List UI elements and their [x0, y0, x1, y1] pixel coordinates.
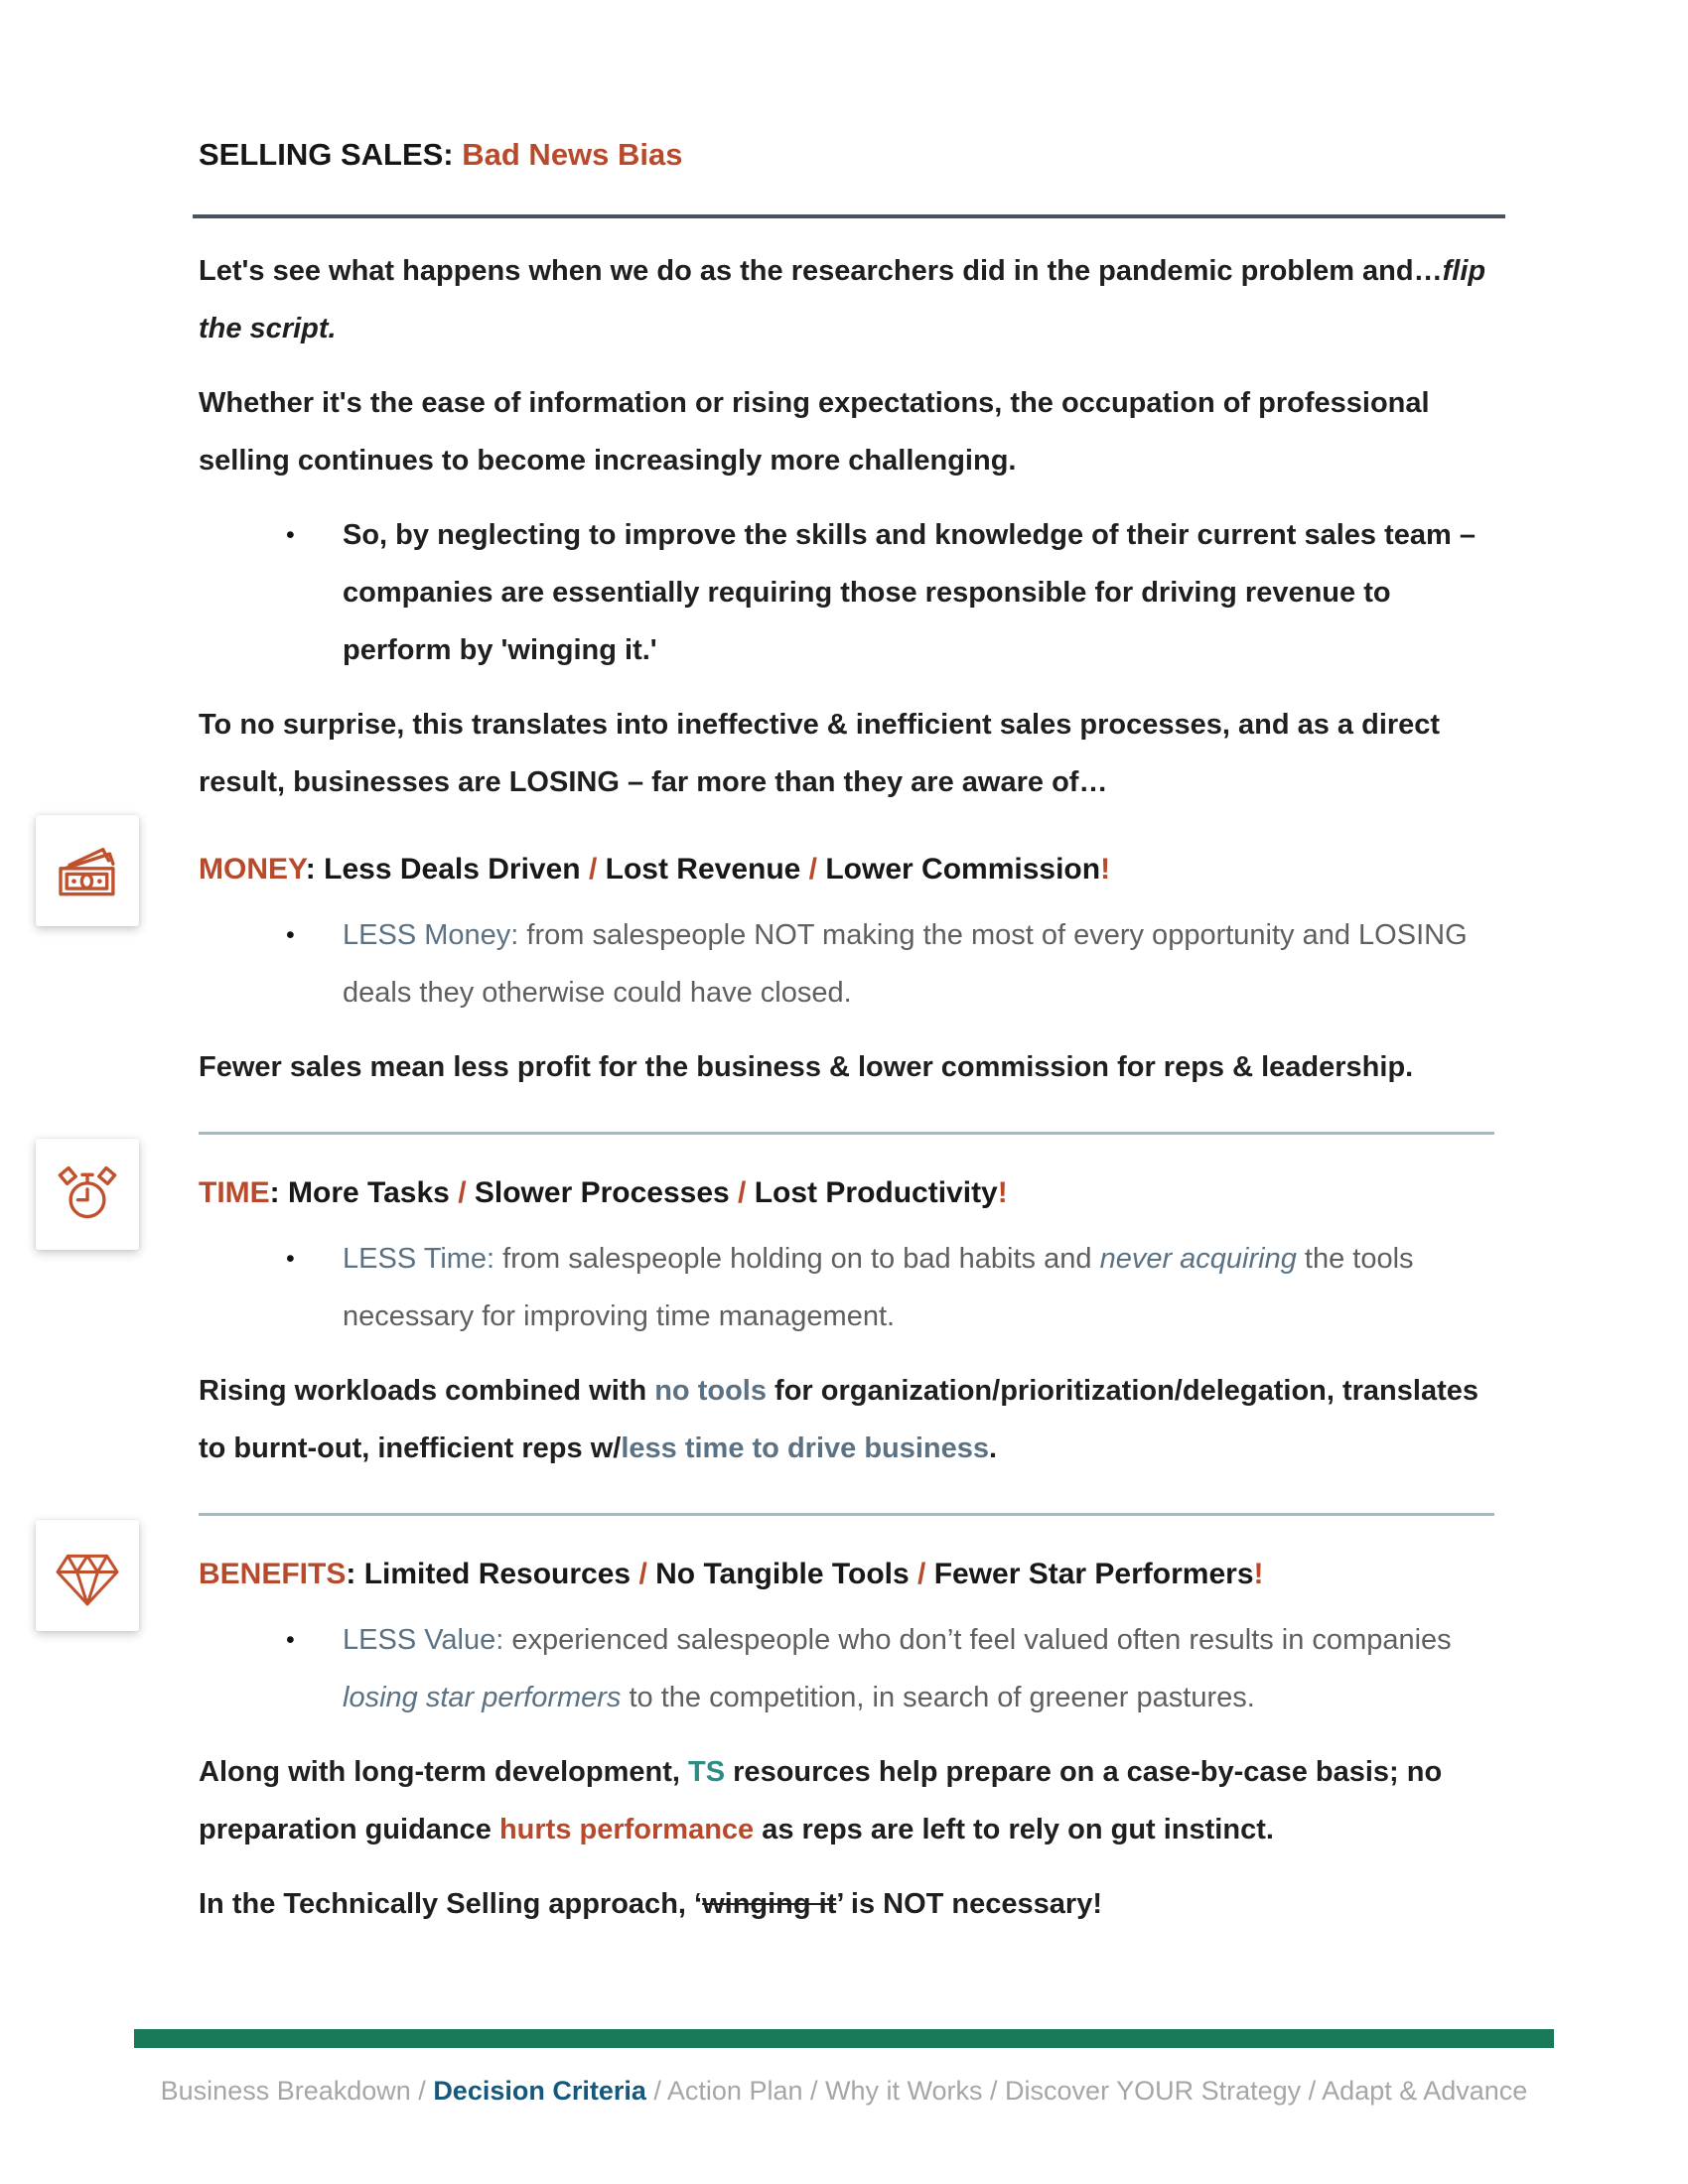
- footer-nav-item: Action Plan: [666, 2076, 803, 2106]
- intro-bullet: [199, 506, 1494, 679]
- closing-ts-brand: TS: [688, 1756, 726, 1788]
- slash-separator: /: [982, 2076, 1006, 2106]
- money-bullet: [199, 906, 1494, 1022]
- intro-bullet-text2: the skills and knowledge of their current sales team – companies are essentially requiring those responsible for driving revenue to perform by 'winging it.': [343, 519, 1476, 666]
- footer-accent-bar: [134, 2029, 1554, 2048]
- closing-paragraph-1: [199, 1743, 1494, 1858]
- time-icon-card: [36, 1139, 139, 1250]
- money-bullet-lead: LESS Money:: [343, 919, 519, 951]
- footer-nav-item: Why it Works: [825, 2076, 983, 2106]
- footer-nav-item: Adapt & Advance: [1322, 2076, 1528, 2106]
- time-heading: [199, 1164, 1494, 1222]
- time-summary-text2: for organization/prioritization/delegation, translates to burnt-out, inefficient reps w/: [199, 1375, 1478, 1464]
- closing-text5: as reps are left to rely on gut instinct.: [754, 1814, 1274, 1845]
- benefits-bullet-lead: LESS Value:: [343, 1624, 504, 1656]
- cash-icon: [52, 835, 123, 906]
- money-heading-item1: Less Deals Driven: [324, 853, 581, 886]
- title-divider: [193, 214, 1505, 218]
- benefits-bullet-text2: to the competition, in search of greener pastures.: [621, 1682, 1255, 1713]
- closing-bold2: no preparation: [199, 1756, 1443, 1845]
- money-heading-item2: Lost Revenue: [605, 853, 801, 886]
- money-heading-label: MONEY: [199, 853, 306, 886]
- time-summary-text: Rising workloads combined with: [199, 1375, 655, 1407]
- slash-separator: /: [802, 2076, 826, 2106]
- intro-bullet-bold: neglecting to improve: [437, 519, 737, 551]
- time-bullet: [199, 1230, 1494, 1345]
- slash-separator: /: [645, 2076, 667, 2106]
- money-icon-card: [36, 815, 139, 926]
- time-heading-colon: :: [269, 1176, 288, 1209]
- slash-separator: /: [580, 853, 606, 886]
- footer-nav-item: Discover YOUR Strategy: [1005, 2076, 1302, 2106]
- slash-separator: /: [729, 1176, 755, 1209]
- benefits-icon-card: [36, 1520, 139, 1631]
- slash-separator: /: [1301, 2076, 1323, 2106]
- slash-separator: /: [631, 1558, 656, 1590]
- closing-text2: ,: [671, 1756, 689, 1788]
- closing-text4: guidance: [356, 1814, 499, 1845]
- time-bullet-italic: never acquiring: [1099, 1243, 1297, 1275]
- benefits-heading-label: BENEFITS: [199, 1558, 347, 1590]
- money-bullet-text: from salespeople NOT making the most of every opportunity and LOSING deals they otherwise could have closed.: [343, 919, 1468, 1009]
- document-content: [199, 137, 1494, 1950]
- money-heading: [199, 841, 1494, 898]
- closing2-strikethrough: winging it: [702, 1888, 837, 1920]
- time-summary-highlight1: no tools: [654, 1375, 767, 1407]
- time-summary-highlight2: less time to drive business: [621, 1433, 990, 1464]
- closing-text: Along with: [199, 1756, 354, 1788]
- time-heading-item2: Slower Processes: [474, 1176, 730, 1209]
- benefits-bullet: [199, 1611, 1494, 1726]
- page-title-orange: Bad News Bias: [453, 137, 683, 172]
- money-heading-exclamation: !: [1100, 853, 1111, 886]
- bullet-dot-icon: [286, 1230, 343, 1345]
- page-title: [199, 137, 1494, 173]
- intro-paragraph-2: Whether it's the ease of information or rising expectations, the occupation of professional selling continues to become increasingly more challenging.: [199, 387, 1430, 477]
- closing-paragraph-2: [199, 1875, 1494, 1933]
- time-summary: [199, 1362, 1494, 1477]
- intro-paragraph-3: To no surprise, this translates into ineffective & inefficient sales processes, and as a direct result, businesses are LOSING – far more than they are aware of…: [199, 709, 1441, 798]
- closing-bold1: long-term development: [353, 1756, 672, 1788]
- footer-nav: [0, 2071, 1688, 2111]
- slash-separator: /: [449, 1176, 475, 1209]
- alarm-clock-icon: [52, 1159, 123, 1230]
- benefits-bullet-italic: losing star performers: [343, 1682, 622, 1713]
- intro-paragraph-1: [199, 242, 1494, 357]
- time-heading-item1: More Tasks: [288, 1176, 450, 1209]
- page-title-black: SELLING SALES:: [199, 137, 454, 172]
- closing-orange-highlight: hurts performance: [498, 1814, 755, 1845]
- closing-text3: resources help prepare on a case-by-case basis;: [725, 1756, 1407, 1788]
- benefits-heading-item3: Fewer Star Performers: [933, 1558, 1254, 1590]
- footer-nav-item: Business Breakdown: [160, 2076, 411, 2106]
- benefits-heading-item2: No Tangible Tools: [655, 1558, 910, 1590]
- closing2-text: In the Technically Selling approach, ‘: [199, 1888, 703, 1920]
- section-divider: [199, 1132, 1494, 1135]
- time-bullet-lead: LESS Time:: [343, 1243, 495, 1275]
- money-heading-item3: Lower Commission: [825, 853, 1101, 886]
- bullet-dot-icon: [286, 506, 343, 679]
- slash-separator: /: [800, 853, 826, 886]
- time-bullet-text2: the tools necessary for improving time management.: [343, 1243, 1414, 1332]
- time-heading-label: TIME: [199, 1176, 270, 1209]
- section-money: [199, 841, 1494, 1096]
- bullet-dot-icon: [286, 1611, 343, 1726]
- money-summary: Fewer sales mean less profit for the business & lower commission for reps & leadership.: [199, 1051, 1414, 1083]
- section-time: [199, 1164, 1494, 1477]
- benefits-heading-colon: :: [346, 1558, 364, 1590]
- benefits-bullet-text: experienced salespeople who don’t feel valued often results in companies: [503, 1624, 1452, 1656]
- benefits-heading-exclamation: !: [1253, 1558, 1264, 1590]
- intro-paragraph-1-text: Let's see what happens when we do as the researchers did in the pandemic problem and…: [199, 255, 1443, 287]
- intro-paragraph-1-italic: flip the script.: [199, 255, 1486, 344]
- benefits-heading: [199, 1546, 1494, 1603]
- section-divider: [199, 1513, 1494, 1516]
- time-summary-period: .: [989, 1433, 998, 1464]
- section-benefits: [199, 1546, 1494, 1726]
- diamond-icon: [51, 1539, 124, 1612]
- time-heading-exclamation: !: [997, 1176, 1008, 1209]
- time-heading-item3: Lost Productivity: [754, 1176, 998, 1209]
- footer-nav-item-active: Decision Criteria: [433, 2076, 646, 2106]
- time-bullet-text: from salespeople holding on to bad habits and: [494, 1243, 1100, 1275]
- intro-bullet-text: So, by: [343, 519, 438, 551]
- benefits-heading-item1: Limited Resources: [363, 1558, 632, 1590]
- slash-separator: /: [909, 1558, 934, 1590]
- bullet-dot-icon: [286, 906, 343, 1022]
- closing2-text2: ’ is NOT necessary!: [836, 1888, 1102, 1920]
- money-heading-colon: :: [305, 853, 325, 886]
- slash-separator: /: [410, 2076, 434, 2106]
